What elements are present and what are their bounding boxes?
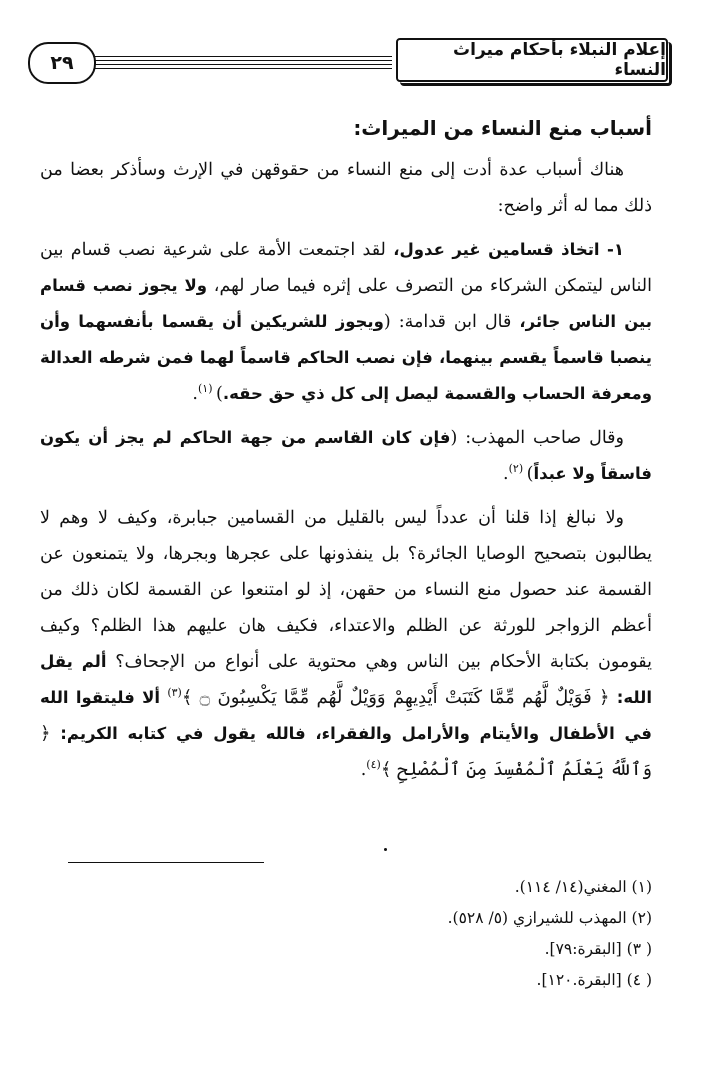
- footnote-3: ( ٣) [البقرة:٧٩].: [544, 940, 652, 958]
- text-run: وقال صاحب المهذب: (: [450, 428, 624, 448]
- header-rule: [88, 64, 392, 65]
- main-text: [40, 108, 652, 796]
- text-run: ): [526, 464, 534, 484]
- bold-text: ولا يجوز نصب قسام بين الناس جائر،: [40, 276, 652, 331]
- page-number: ٢٩: [28, 42, 96, 84]
- book-title: إعلام النبلاء بأحكام ميراث النساء: [396, 38, 668, 82]
- text-run: قال ابن قدامة: (: [383, 312, 520, 332]
- quotation-bold: ويجوز للشريكين أن يقسما بأنفسهما وأن ينصبا قاسماً يقسم بينهما، فإن نصب الحاكم قاسماً لهما فمن شرطه العدالة ومعرفة الحساب والقسمة ليصل إلى كل ذي حق حقه.: [40, 312, 652, 403]
- footnote-ref: (٢): [508, 462, 527, 476]
- section-heading: أسباب منع النساء من الميراث:: [353, 116, 652, 140]
- paragraph-1: [40, 232, 652, 412]
- footnote-ref: (١): [198, 382, 217, 396]
- paragraph-2: [40, 420, 652, 492]
- footnotes: [40, 872, 652, 996]
- bold-text: ألم يقل الله:: [40, 652, 652, 707]
- footnote-separator: [68, 862, 264, 863]
- page-header: [28, 38, 668, 88]
- text-run: لقد اجتمعت الأمة على شرعية نصب قسام بين الناس ليتمكن الشركاء من التصرف على إثره فيما صار لهم،: [40, 240, 652, 296]
- footnote-4: ( ٤) [البقرة.١٢٠].: [536, 971, 652, 989]
- bold-text: ألا فليتقوا الله في الأطفال والأيتام والأرامل والفقراء، فالله يقول في كتابه الكريم:: [40, 688, 652, 743]
- quran-verse: ﴿ وَٱللَّهُ يَعْلَمُ ٱلْمُفْسِدَ مِنَ ٱلْمُصْلِحِ ﴾: [40, 723, 652, 780]
- header-rule: [88, 56, 392, 57]
- text-run: ): [216, 384, 223, 404]
- text-run: .: [360, 760, 367, 780]
- header-rule: [88, 68, 392, 69]
- header-rule: [88, 60, 392, 61]
- intro-paragraph: هناك أسباب عدة أدت إلى منع النساء من حقوقهن في الإرث وسأذكر بعضا من ذلك مما له أثر واضح:: [40, 160, 652, 216]
- footnote-1: (١) المغني(١٤/ ١١٤).: [514, 878, 652, 896]
- text-run: .: [503, 464, 509, 484]
- footnote-ref: (٣): [167, 686, 182, 700]
- quotation-bold: فإن كان القاسم من جهة الحاكم لم يجز أن يكون فاسقاً ولا عبداً: [40, 428, 652, 483]
- quran-verse: ﴿ فَوَيْلٌ لَّهُم مِّمَّا كَتَبَتْ أَيْدِيهِمْ وَوَيْلٌ لَّهُم مِّمَّا يَكْسِبُونَ ۝ ﴾: [181, 687, 617, 708]
- text-run: .: [192, 384, 198, 404]
- paragraph-3: [40, 500, 652, 788]
- bold-text: ١- اتخاذ قسامين غير عدول،: [393, 240, 624, 259]
- stray-dot: [384, 848, 387, 851]
- footnote-ref: (٤): [366, 758, 381, 772]
- text-run: ولا نبالغ إذا قلنا أن عدداً ليس بالقليل من القسامين جبابرة، وكيف لا وهم لا يطالبون بتصحيح الوصايا الجائرة؟ بل ينفذونها على عجرها وبجرها، ولا يتمنعون عن القسمة عند حصول منع النساء من حقهن، إذ لو امتنعوا عن القسمة لكان ذلك من أعظم الزواجر للورثة عن الظلم والاعتداء، فكيف هان عليهم هذا الظلم؟ وكيف يقومون بكتابة الأحكام بين الناس وهي محتوية على أنواع من الإجحاف؟: [40, 508, 652, 672]
- footnote-2: (٢) المهذب للشيرازي (٥/ ٥٢٨).: [447, 909, 652, 927]
